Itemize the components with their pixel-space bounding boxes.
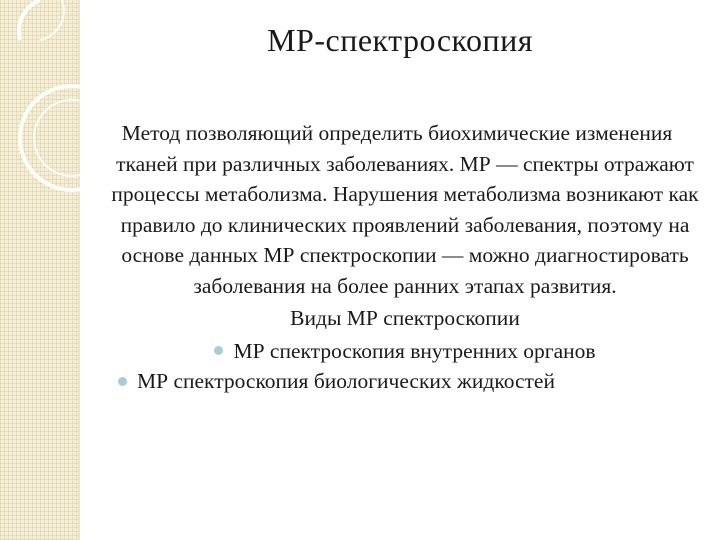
description-paragraph: Метод позволяющий определить биохимические изменения тканей при различных заболеваниях. МР — спектры отражают процессы метаболизма. Нарушения метаболизма возникают как правило до клинических проявлений заболевания, поэтому на основе данных МР спектроскопии — можно диагностировать заболевания на более ранних этапах развития. (111, 121, 699, 298)
slide-body (110, 118, 700, 397)
types-subheading: Виды МР спектроскопии (290, 306, 520, 330)
slide-title: МР-спектроскопия (267, 22, 533, 58)
list-item-text: МР спектроскопия внутренних органов (233, 338, 596, 363)
bullet-dot-icon (118, 377, 127, 386)
list-item (110, 336, 700, 367)
types-list (110, 336, 700, 397)
bullet-dot-icon (214, 346, 223, 355)
list-item (110, 366, 700, 397)
list-item-text: МР спектроскопия биологических жидкостей (137, 369, 555, 393)
